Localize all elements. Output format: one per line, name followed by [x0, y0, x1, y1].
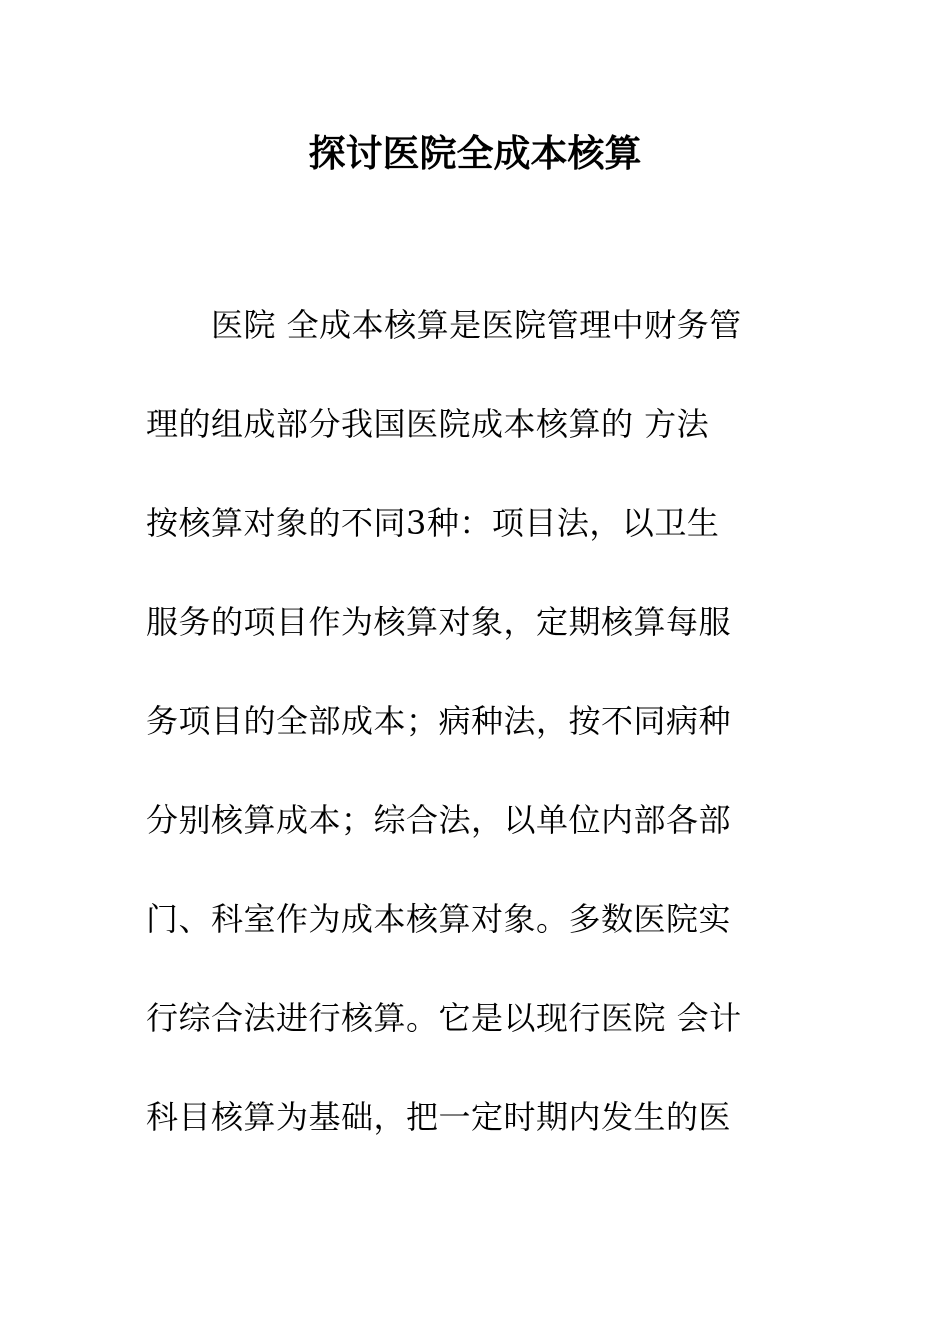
body-line: 服务的项目作为核算对象，定期核算每服: [146, 603, 732, 641]
body-line: 行综合法进行核算。它是以现行医院 会计: [146, 999, 742, 1037]
document-body: [146, 300, 806, 1191]
body-line: 科目核算为基础，把一定时期内发生的医: [146, 1098, 732, 1136]
body-line: 务项目的全部成本；病种法，按不同病种: [146, 702, 732, 740]
body-line: 理的组成部分我国医院成本核算的 方法: [146, 405, 710, 443]
body-line: 分别核算成本；综合法，以单位内部各部: [146, 801, 732, 839]
document-title: 探讨医院全成本核算: [308, 131, 642, 175]
body-line: 门、科室作为成本核算对象。多数医院实: [146, 900, 732, 938]
body-line: 医院 全成本核算是医院管理中财务管: [146, 306, 742, 344]
body-line: 按核算对象的不同3种：项目法，以卫生: [146, 504, 720, 542]
